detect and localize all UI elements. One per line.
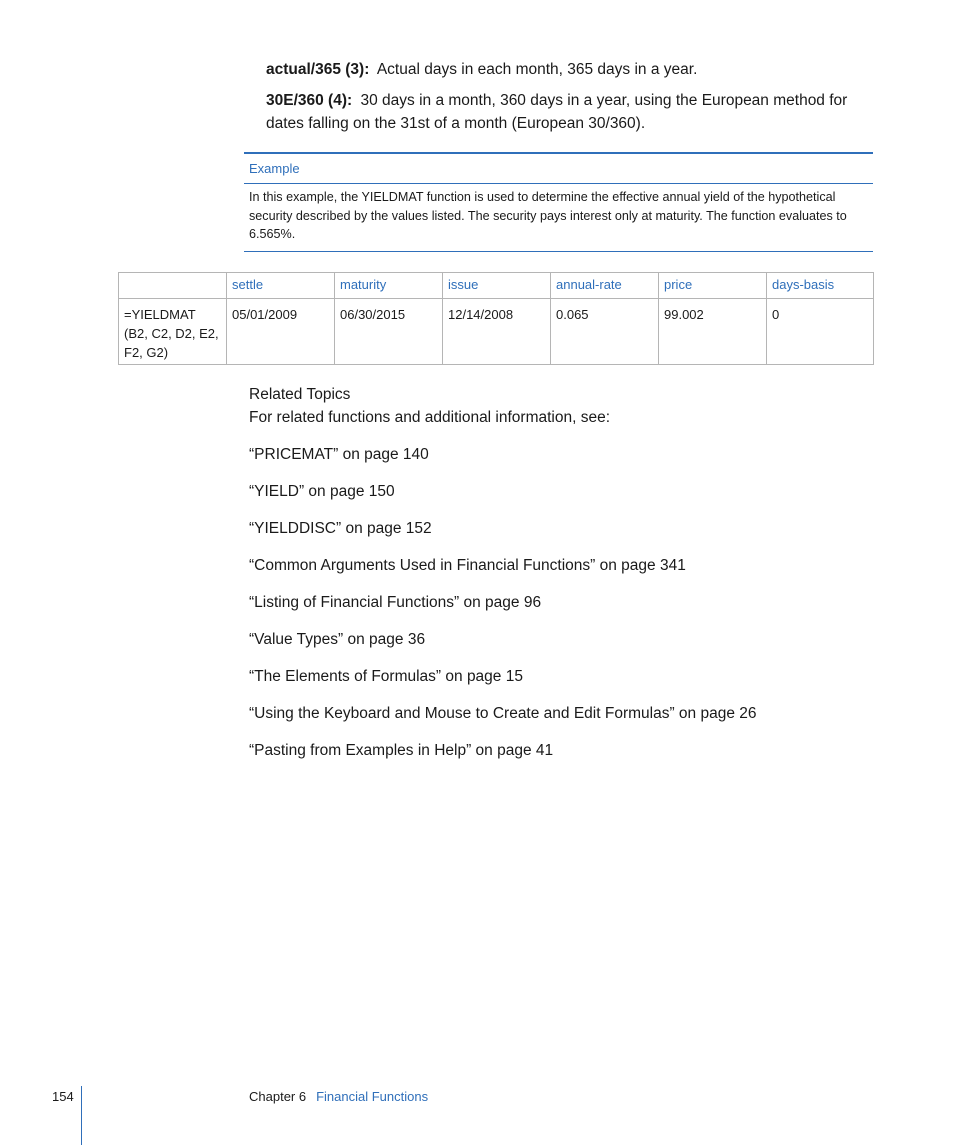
definition-text: Actual days in each month, 365 days in a year. xyxy=(376,61,698,78)
table-cell: 12/14/2008 xyxy=(443,299,551,365)
definitions-list xyxy=(266,58,876,143)
definition-text: 30 days in a month, 360 days in a year, using the European method for dates falling on the 31st of a month (European 30/360). xyxy=(266,92,848,132)
definition-actual-365 xyxy=(266,58,876,81)
table-cell-formula: =YIELDMAT (B2, C2, D2, E2, F2, G2) xyxy=(119,299,227,365)
related-link[interactable]: “YIELD” on page 150 xyxy=(249,483,395,500)
table-header-cell: days-basis xyxy=(767,273,874,299)
page-number: 154 xyxy=(52,1089,74,1104)
table-row xyxy=(119,299,874,365)
section-title: Financial Functions xyxy=(316,1089,429,1104)
table-header-cell xyxy=(119,273,227,299)
related-link[interactable]: “Pasting from Examples in Help” on page 41 xyxy=(249,742,554,759)
related-topics xyxy=(249,383,869,777)
related-link[interactable]: “Value Types” on page 36 xyxy=(249,631,426,648)
example-title: Example xyxy=(249,161,300,176)
related-topics-title: Related Topics xyxy=(249,386,351,403)
related-topics-intro: For related functions and additional information, see: xyxy=(249,409,611,426)
example-header xyxy=(244,152,873,184)
table-cell: 06/30/2015 xyxy=(335,299,443,365)
example-table xyxy=(118,272,874,365)
example-description: In this example, the YIELDMAT function is used to determine the effective annual yield of the hypothetical security described by the values listed. The security pays interest only at maturity. The function evaluates to 6.565%. xyxy=(244,184,873,252)
table-cell: 05/01/2009 xyxy=(227,299,335,365)
example-box xyxy=(244,152,873,252)
definition-term: 30E/360 (4): xyxy=(266,92,353,109)
footer-divider xyxy=(81,1086,82,1145)
related-link[interactable]: “Using the Keyboard and Mouse to Create and Edit Formulas” on page 26 xyxy=(249,705,757,722)
table-header-cell: price xyxy=(659,273,767,299)
footer-chapter xyxy=(249,1089,428,1104)
table-cell: 0.065 xyxy=(551,299,659,365)
definition-term: actual/365 (3): xyxy=(266,61,370,78)
table-header-cell: annual-rate xyxy=(551,273,659,299)
table-header-cell: maturity xyxy=(335,273,443,299)
definition-30e-360 xyxy=(266,89,876,135)
related-link[interactable]: “Common Arguments Used in Financial Functions” on page 341 xyxy=(249,557,686,574)
related-link[interactable]: “YIELDDISC” on page 152 xyxy=(249,520,432,537)
related-link[interactable]: “The Elements of Formulas” on page 15 xyxy=(249,668,523,685)
chapter-label: Chapter 6 xyxy=(249,1089,307,1104)
table-cell: 0 xyxy=(767,299,874,365)
related-link[interactable]: “Listing of Financial Functions” on page 96 xyxy=(249,594,542,611)
table-header-cell: issue xyxy=(443,273,551,299)
table-header-row xyxy=(119,273,874,299)
table-header-cell: settle xyxy=(227,273,335,299)
table-cell: 99.002 xyxy=(659,299,767,365)
related-link[interactable]: “PRICEMAT” on page 140 xyxy=(249,446,429,463)
